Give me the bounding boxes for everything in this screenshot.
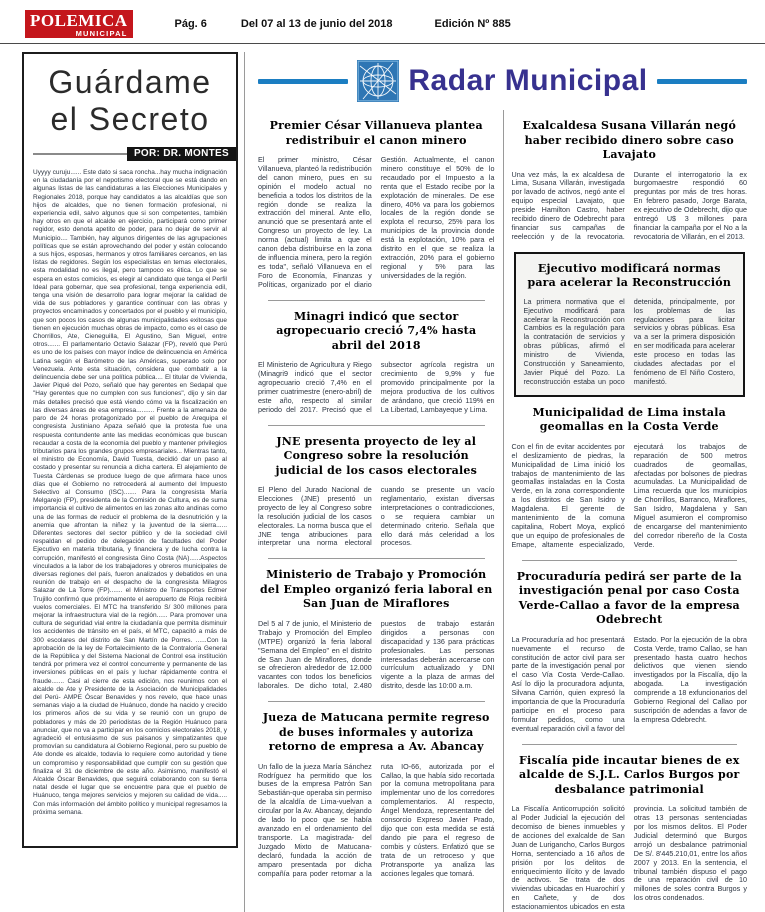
news-column-center [250,110,503,912]
main-content [0,44,765,912]
article-villaran-lavajato [512,119,748,242]
issue-date-range: Del 07 al 13 de junio del 2018 [240,18,393,30]
article-body: La primera normativa que el Ejecutivo modificará para acelerar la Reconstrucción con Cambios es la regulación para la contratación de servicios y obras públicas, afirmó el ministro de Vivienda, Construcción y Saneamiento, Javier Piqué del Pozo. La reconstrucción estaba un poco detenida, principalmente, por los problemas de las regulaciones para licitar servicios y obras públicas. Esa va a ser la primera disposición en ser modificada para acelerar este proceso en todas las ciudades afectadas por el fenómeno de El Niño Costero, manifestó. [523,296,735,386]
opinion-column-body: Uyyyy curuju...... Este dato si saca roncha...hay mucha indignación en la ciudadanía por el nepotismo electoral que se está dando en algunas listas de las candidaturas a las Elecciones Municipales y Regionales 2018, porque hay candidatos a las alcaldías que son hijos de alcaldes, que no tienen formación profesional, ni experiencia edil, salvo algunos que si son competentes, también hay otros en que el alcalde en ejercicio, participará como primer regidor, esto denota apetito de poder, para no dejar de servir al Municipio.... También, hay algunos dirigentes de las agrupaciones políticas que se están aprovechando del poder y están colocando a sus hijos, esposas, hermanos y otros familiares cercanos, en las listas de regidores. Según los especialistas en temas electorales, esta modalidad no es ilegal, pero tampoco es ética. Lo que se espera en estos comicios, es elegir al candidato que tenga el Perfil Ideal para gobernar, que sea profesional, tenga experiencia edil, tenga una visión de desarrollo para lograr mejorar la calidad de vida de sus pobladores y garantice continuar con las obras y proyectos encaminados y concertados por el pueblo y el municipio, que son pocos los casos de algunas municipalidades exitosas que tienen en ejecución muchas obras de impacto, como es el caso de Chorrillos, Ate, Cieneguilla, El Agustino, San Miguel, entre otros....... El parlamentario Octavio Salazar (FP), reveló que Perú es uno de los países con mayor índice de delincuencia en América Latina según el Barómetro de las Américas, superado solo por Venezuela. Ante esta situación, considera que combatir a la delincuencia debe ser una política pública.... El titular de Vivienda, Javier Piqué del Pozo, señaló que hay gerentes en Sedapal que "Hay gerentes que no cumplen con sus funciones", dijo y sin dar más detalles precisó que está viendo cómo va la fiscalización en las diversas áreas de esa empresa.......... Frente a la amenaza de paro de 24 horas protagonizado por el pueblo de Arequipa el congresista Justiniano Apaza señaló que la protesta fue una respuesta contundente ante las medidas económicas que buscan recaudar a costa de la economía del pueblo y mantener privilegios tributarios para los grandes grupos empresariales... Mientras tanto, el ministro de Economía, David Tuesta, decidió dar un paso al costado y presentar su renuncia a dicha cartera. El alejamiento de Tuesta Cárdenas se produce luego de que afirmara hace unos días que el Gobierno no retrocederá al aumento del Impuesto Selectivo al Consumo (ISC)....... Para la congresista María Melgarejo (FP), presidenta de la Comisión de Cultura, es de suma importancia el cultivo de alimentos en las zonas alto andinas como una de las formas de reducir el problema de la desnutrición y la anemia que afrontan la niñez y la juventud de la sierra...... Diferentes sectores del sector público y de la sociedad civil respaldan el pedido de delegación de facultades del Poder Ejecutivo en materia tributaria, y financiera y de lucha contra la corrupción, manifestó el congresista Gino Costa (NA)......Aspectos vinculados a la labor de los trabajadores y obreros municipales de diversas regiones del país, fueron analizados y debatidos en una reunión de trabajo en el despacho de la congresista Milagros Salazar de La Torre (FP)....... el Ministro de Transportes Edmer Trujillo confirmó que próximamente el aeropuerto de Rioja recibirá vuelos comerciales. El MTC ha transferido S/ 300 millones para mejorar la infraestructura vial de la región...... Para promover una cultura de seguridad vial entre la ciudadanía que permita disminuir los accidentes de tránsito en el país, el MTC, capacitó a más de 300 escolares del distrito de San Martín de Porres. ......Con la aprobación de la ley de Fortalecimiento de la Contraloría General de la República y del Sistema Nacional de Control esa institución tendrá por primera vez el control concurrente y permanente de las inversiones públicas en el país y luchar rápidamente contra el fraude....... Casi al cierre de esta edición, nos reunimos con el alcalde de Ate y Presidente de la Asociación de Municipalidades del Perú- AMPE Óscar Benavides y nos revelo, que hace unas semanas viajo a la ciudad de Huánuco, donde ha nacido y crecido los primeros años de su vida y se reunió con un grupo de pobladores y más de 20 periodistas de la Región Huánuco para anunciar, que no va a participar en los comicios electorales 2018, y agradeció el entusiasmo de sus paisanos y simpatizantes que promovían su candidatura al Gobierno Regional, pero su pueblo de Ate donde es alcalde, todavía lo requiere como autoridad y tiene un compromiso y responsabilidad que cumplir con su gestión que finaliza el 31 de diciembre de este año. Asimismo, manifestó el Alcalde Óscar Benavides, que seguirá colaborando con su tierra natal desde el lugar que se encuentre para que el pueblo de Huánuco, tenga mejores servicios y mejoren su calidad de vida..... Con más información del ámbito político y municipal regresamos la próxima semana. [33,169,227,816]
article-fiscalia-burgos [512,754,748,912]
article-jueza-matucana [258,711,495,878]
article-canon-minero [258,119,495,290]
article-body: El Ministerio de Agricultura y Riego (Minagri9 indicó que el sector agropecuario creció 7,4% en el primer cuatrimestre (enero-abril) de este año, respecto al similar periodo del 2017. Precisó que el subsector agrícola registra un crecimiento de 9,9% y fue promovido principalmente por la mejora productiva de los cultivos de arándano, que creció 119% en La Libertad, Lambayeque y Lima. [258,360,495,414]
article-headline: Municipalidad de Lima instala geomallas en la Costa Verde [532,405,726,434]
logo-title: POLEMICA [30,10,128,30]
news-column-right [503,110,756,912]
article-geomallas-costa-verde [512,406,748,550]
radar-section-title: Radar Municipal [408,64,648,97]
logo-subtitle: MUNICIPAL [75,28,128,38]
article-separator [268,558,485,559]
article-separator [522,744,738,745]
article-separator [268,701,485,702]
radar-municipal-banner [250,52,755,110]
opinion-column-title [33,64,227,138]
opinion-column-guardame-el-secreto [22,52,238,848]
article-separator [268,300,485,301]
article-minagri [258,310,495,415]
article-headline: Exalcaldesa Susana Villarán negó haber recibido dinero sobre caso Lavajato [522,119,736,161]
polemica-logo [25,10,133,39]
article-headline: JNE presenta proyecto de ley al Congreso sobre la resolución judicial de los casos electorales [275,434,477,477]
article-headline: Minagri indicó que sector agropecuario creció 7,4% hasta abril del 2018 [276,309,477,352]
news-columns [250,110,755,912]
article-body: El primer ministro, César Villanueva, planteó la redistribución del canon minero, pues en su opinión el modelo actual no beneficia a todos los distritos de la región donde se realiza la extracción del mineral. Ante ello, anunció que se presentará ante el Congreso un proyecto de ley. La norma (actual) limita a que el canon deba distribuirse en la zona de influencia minera, pero la región es toda", señaló Villanueva en el Foro de Economía, Finanzas y Políticas, organizado por el diario Gestión. Actualmente, el canon minero constituye el 50% de lo recaudado por el Impuesto a la renta que el Estado recibe por la explotación de minerales. De ese dinero, 40% va para los gobiernos locales de la región donde se explota el recurso, 25% para los municipios de la provincia donde está la explotación, 10% para el distrito en el que se realiza la extracción, 20% para el gobierno regional y 5% para las universidades de la región. [258,155,495,289]
article-jne [258,435,495,549]
article-headline: Premier César Villanueva plantea redistribuir el canon minero [269,119,483,147]
article-body: La Fiscalía Anticorrupción solicitó al Poder Judicial la ejecución del decomiso de bienes inmuebles y de acciones del exalcalde de San Juan de Lurigancho, Carlos Burgos Horna, sentenciado a 16 años de prisión por los delitos de enriquecimiento ilícito y de lavado de activos. Se trata de dos viviendas ubicadas en Huarochirí y en Cañete, y de dos estacionamientos ubicados en esta provincia. La solicitud también de otras 13 personas sentenciadas por los mismos delitos. El Poder Judicial determinó que Burgos arrojó un desbalance patrimonial De S/. 8'445.210,01, entre los años 2007 y 2013. En la sentencia, el tribunal también dispuso el pago de una reparación civil de 10 millones de soles contra Burgos y los otros condenados. [511,804,747,912]
article-headline: Ejecutivo modificará normas para acelerar la Reconstrucción [527,261,732,290]
article-headline: Ministerio de Trabajo y Promoción del Empleo organizó feria laboral en San Juan de Miraflores [260,568,493,611]
opinion-title-line1: Guárdame [48,64,212,100]
article-body: Un fallo de la jueza María Sánchez Rodríguez ha permitido que los buses de la empresa Patrón San Sebastián-que operaba sin permiso de la alcaldía de Lima-vuelvan a circular por la Av. Abancay, dejando de lado lo poco que se había avanzado en el ordenamiento del transporte. La magistrada- del Juzgado Mixto de Matucana-declaró, fundada la acción de amparo presentada por dicha compañía para poder retornar a la ruta IO-66, autorizada por el Callao, la que había sido recortada por la comuna metropolitana para implementar uno de los corredores complementarios. Al respecto, Ángel Mendoza, representante del consorcio Expreso Javier Prado, dijo que con esta medida se está dando pie para el regreso de combis y cústers. Enfatizó que se trata de un retroceso y que Protransporte ya analiza las acciones legales que tomará. [258,761,495,878]
byline-row [33,147,227,162]
author-byline: POR: DR. MONTES [127,147,236,161]
article-separator [268,425,485,426]
radar-globe-icon [357,60,399,102]
article-separator [522,560,738,561]
banner-right-bar [657,79,747,84]
banner-left-bar [258,79,348,84]
news-area [244,52,755,912]
article-body: Una vez más, la ex alcaldesa de Lima, Susana Villarán, investigada por lavado de activos, negó ante el equipo especial Lavajato, que preside Hamilton Castro, haber recibido dinero de Odebrecht para financiar sus campañas de reelección y de la revocatoria. Durante el interrogatorio la ex burgomaestre respondió 60 preguntas por más de tres horas. En febrero pasado, Jorge Barata, ex ejecutivo de Odebrecht, dijo que entregó U$ 3 millones para financiar la campaña por el No a la revocatoria de Villarán, en el 2013. [511,169,747,241]
article-body: El Pleno del Jurado Nacional de Elecciones (JNE) presentó un proyecto de ley al Congreso sobre la resolución judicial de los casos electorales. La norma busca que el JNE tenga atribuciones para interpretar una norma electoral cuando se presente un vacío reglamentario, existan diversas interpretaciones o contradicciones, o se requiera cambiar un determinado criterio. Señala que ello dará más celeridad a los procesos. [258,485,495,548]
article-body: Del 5 al 7 de junio, el Ministerio de Trabajo y Promoción del Empleo (MTPE) organizó la feria laboral "Semana del Empleo" en el distrito de San Juan de Miraflores, donde se ofrecieron alrededor de 12.000 vacantes con todos los beneficios laborales. De dicho total, 2.480 puestos de trabajo estarán dirigidos a personas con discapacidad y 136 para prácticas profesionales. Las personas interesadas deberán acercarse con currículum actualizado y DNI vigente a la plaza de armas del distrito, desde las 10:00 a.m. [258,618,495,691]
article-headline: Procuraduría pedirá ser parte de la investigación penal por caso Costa Verde-Callao a favor de la empresa Odebrecht [516,569,742,627]
article-reconstruccion-boxed [514,252,746,397]
article-body: Con el fin de evitar accidentes por el deslizamiento de piedras, la Municipalidad de Lima inició los trabajos de mantenimiento de las geomallas instaladas en la Costa Verde, en la zona correspondiente a los distritos de San Isidro y Magdalena. El gerente de mantenimiento de la comuna capitalina, Robert Moya, explicó que un equipo de profesionales de Emape, altamente especializado, ejecutará los trabajos de reparación de 500 metros cuadrados de geomallas, afectadas por bolsones de piedras acumuladas. La Municipalidad de Lima recuerda que los municipios de Chorrillos, Barranco, Miraflores, San Isidro, Magdalena y San Miguel asumieron el compromiso de encargarse del mantenimiento del corredor ribereño de la Costa Verde. [511,441,747,549]
article-body: La Procuraduría ad hoc presentará nuevamente el recurso de constitución de actor civil para ser parte de la investigación penal por el caso Vía Costa Verde-Callao. Así lo dijo la procuradora adjunta, Silvana Carrión, quien expresó la importancia de que la Procuraduría participe en el proceso para formular pedidos, como una eventual reparación civil a favor del Estado. Por la ejecución de la obra Costa Verde, tramo Callao, se han presentado hasta cuatro hechos delictivos que vienen siendo investigados por la Fiscalía, dijo la abogada. La investigación comprende a 18 exfuncionarios del Gobierno Regional del Callao por suscripción de adendas a favor de la empresa Odebrecht. [511,634,747,733]
article-procuraduria-odebrecht [512,570,748,734]
article-mtpe-feria [258,568,495,691]
article-headline: Fiscalía pide incautar bienes de ex alcalde de S.J.L. Carlos Burgos por desbalance patrimonial [518,753,740,796]
edition-number: Edición Nº 885 [434,18,511,30]
page-number: Pág. 6 [174,18,207,30]
masthead [0,0,765,44]
article-headline: Jueza de Matucana permite regreso de buses informales y autoriza retorno de empresa a Av. Abancay [262,711,490,754]
opinion-title-line2: el Secreto [50,101,210,137]
